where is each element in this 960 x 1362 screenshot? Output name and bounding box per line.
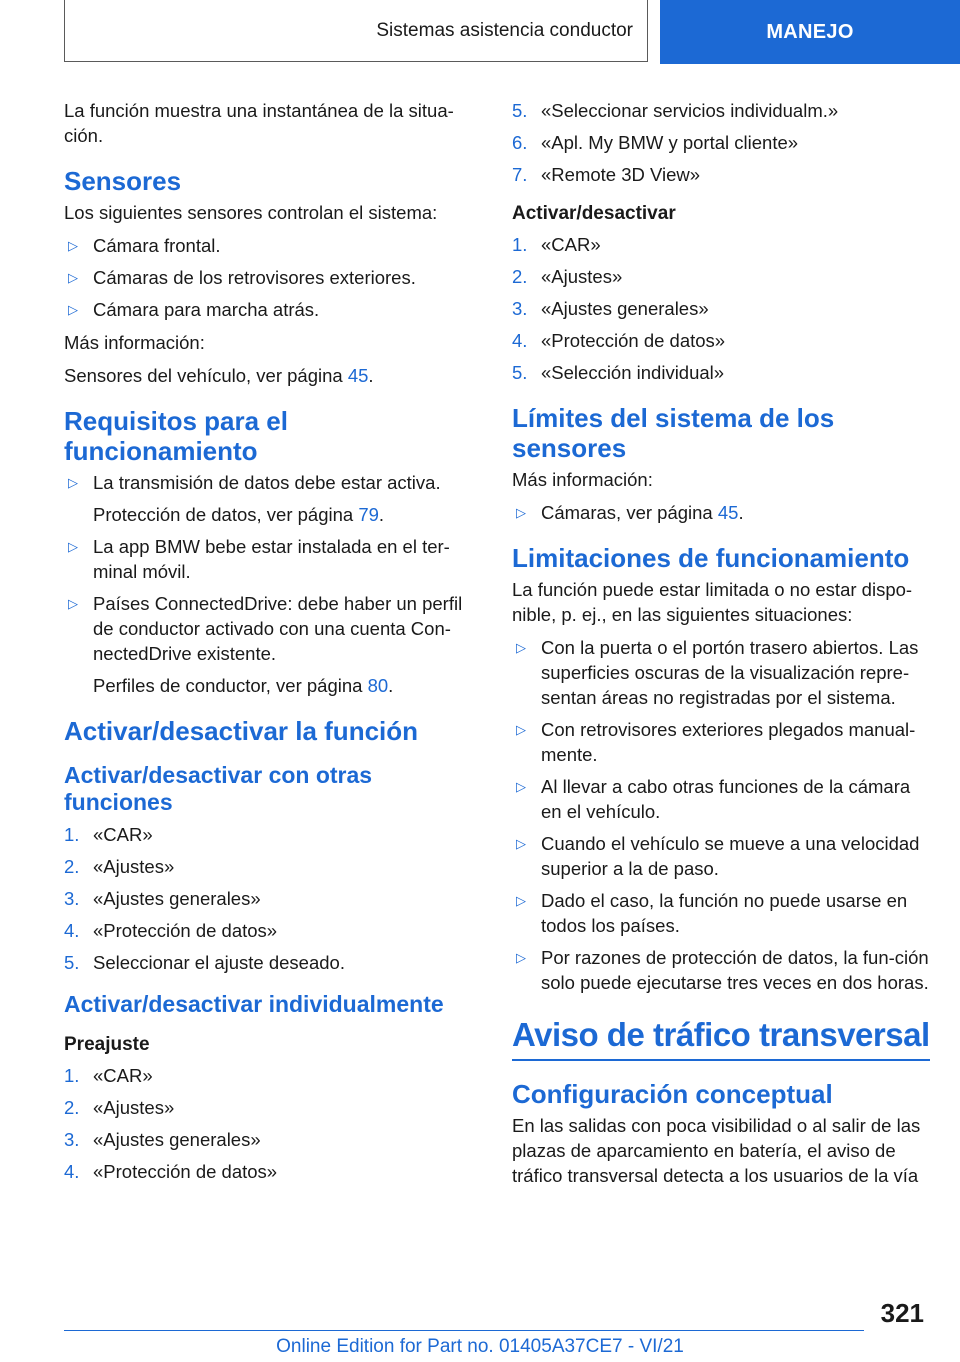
- step-item: 5. Seleccionar el ajuste deseado.: [64, 952, 345, 973]
- heading-activar: Activar/desactivar la función: [64, 716, 419, 746]
- sensores-list: [64, 233, 476, 322]
- aviso-text: En las salidas con poca visibilidad o al salir de las plazas de aparcamiento en batería, el aviso de tráfico transversal detecta a los usuarios de la vía: [512, 1115, 921, 1186]
- triangle-bullet-icon: ▷: [516, 722, 526, 737]
- triangle-bullet-icon: ▷: [516, 836, 526, 851]
- triangle-bullet-icon: ▷: [516, 505, 526, 520]
- step-number: 5.: [512, 100, 528, 121]
- more-info-label: Más información:: [512, 469, 653, 490]
- triangle-bullet-icon: ▷: [68, 238, 78, 253]
- list-item: ▷ Cámaras de los retrovisores exteriores.: [68, 267, 416, 288]
- heading-aviso: Aviso de tráfico transversal: [512, 1015, 930, 1061]
- heading-limites: Límites del sistema de los sensores: [512, 403, 835, 463]
- page-link[interactable]: 79: [358, 504, 379, 525]
- continued-steps: [512, 98, 930, 187]
- heading-activar-otras: Activar/desactivar con otras funciones: [64, 762, 373, 815]
- triangle-bullet-icon: ▷: [516, 640, 526, 655]
- heading-sensores: Sensores: [64, 166, 182, 196]
- triangle-bullet-icon: ▷: [516, 893, 526, 908]
- list-item: ▷ Cuando el vehículo se mueve a una velocidad superior a la de paso.: [516, 833, 920, 879]
- step-item: 2. «Ajustes»: [64, 1097, 175, 1118]
- step-item: 2. «Ajustes»: [64, 856, 175, 877]
- step-number: 7.: [512, 164, 528, 185]
- step-item: 1. «CAR»: [64, 824, 153, 845]
- step-item: 5. «Seleccionar servicios individualm.»: [512, 100, 839, 121]
- step-number: 1.: [64, 1065, 80, 1086]
- step-number: 5.: [64, 952, 80, 973]
- step-number: 4.: [64, 1161, 80, 1182]
- sensores-text: Los siguientes sensores controlan el sistema:: [64, 202, 438, 223]
- triangle-bullet-icon: ▷: [68, 302, 78, 317]
- step-number: 3.: [512, 298, 528, 319]
- step-number: 3.: [64, 1129, 80, 1150]
- step-item: 5. «Selección individual»: [512, 362, 725, 383]
- page-number: 321: [880, 1298, 924, 1328]
- triangle-bullet-icon: ▷: [68, 596, 78, 611]
- step-item: 3. «Ajustes generales»: [64, 888, 261, 909]
- preajuste-steps: [64, 1063, 476, 1184]
- step-number: 2.: [512, 266, 528, 287]
- heading-configuracion: Configuración conceptual: [512, 1079, 833, 1109]
- list-item: ▷ Cámaras, ver página 45.: [516, 502, 744, 523]
- step-item: 1. «CAR»: [512, 234, 601, 255]
- step-item: 3. «Ajustes generales»: [64, 1129, 261, 1150]
- triangle-bullet-icon: ▷: [516, 950, 526, 965]
- step-number: 5.: [512, 362, 528, 383]
- page-link[interactable]: 80: [367, 675, 389, 696]
- right-column: [512, 98, 930, 1196]
- step-item: 4. «Protección de datos»: [64, 920, 278, 941]
- footer-edition: Online Edition for Part no. 01405A37CE7 - VI/21: [276, 1336, 684, 1357]
- list-item: ▷ La transmisión de datos debe estar activa. Protección de datos, ver página 79.: [64, 470, 476, 527]
- heading-activar-individual: Activar/desactivar individualmente: [64, 991, 444, 1017]
- list-item: ▷ Al llevar a cabo otras funciones de la cámara en el vehículo.: [516, 776, 911, 822]
- step-item: 6. «Apl. My BMW y portal cliente»: [512, 132, 799, 153]
- triangle-bullet-icon: ▷: [68, 475, 78, 490]
- footer-divider: [64, 1330, 864, 1331]
- heading-requisitos: Requisitos para el funcionamiento: [64, 406, 288, 466]
- list-item: ▷ Con retrovisores exteriores plegados manual-mente.: [516, 719, 916, 765]
- sensores-reference: Sensores del vehículo, ver página 45.: [64, 365, 374, 386]
- list-item: ▷ Dado el caso, la función no puede usarse en todos los países.: [516, 890, 908, 936]
- chapter-tab[interactable]: MANEJO: [660, 0, 960, 64]
- step-item: 4. «Protección de datos»: [512, 330, 726, 351]
- step-item: 3. «Ajustes generales»: [512, 298, 709, 319]
- page-header: [64, 0, 960, 64]
- page-link[interactable]: 45: [347, 365, 369, 386]
- step-number: 1.: [64, 824, 80, 845]
- step-number: 4.: [64, 920, 80, 941]
- page-link[interactable]: 45: [717, 502, 739, 523]
- step-number: 2.: [64, 856, 80, 877]
- step-item: 7. «Remote 3D View»: [512, 164, 701, 185]
- activar-desactivar-label: Activar/desactivar: [512, 203, 676, 224]
- step-number: 6.: [512, 132, 528, 153]
- limites-list: [512, 500, 930, 525]
- more-info-label: Más información:: [64, 332, 205, 353]
- heading-limitaciones: Limitaciones de funcionamiento: [512, 543, 910, 573]
- list-item: ▷ La app BMW bebe estar instalada en el ter-minal móvil.: [68, 536, 450, 582]
- list-item: ▷ Por razones de protección de datos, la fun-ción solo puede ejecutarse tres veces en dos horas.: [516, 947, 929, 993]
- activar-steps: [512, 232, 930, 385]
- section-title: Sistemas asistencia conductor: [64, 0, 648, 62]
- item-reference: Perfiles de conductor, ver página 80.: [93, 675, 394, 696]
- limitaciones-text: La función puede estar limitada o no estar dispo-nible, p. ej., en las siguientes situaciones:: [512, 579, 913, 625]
- step-item: 2. «Ajustes»: [512, 266, 623, 287]
- list-item: ▷ Con la puerta o el portón trasero abiertos. Las superficies oscuras de la visualización repre-sentan áreas no registradas por el sistema.: [516, 637, 919, 708]
- intro-text: La función muestra una instantánea de la situa-ción.: [64, 100, 454, 146]
- requisitos-list: [64, 470, 476, 698]
- step-number: 4.: [512, 330, 528, 351]
- step-number: 2.: [64, 1097, 80, 1118]
- list-item: ▷ Cámara para marcha atrás.: [68, 299, 320, 320]
- triangle-bullet-icon: ▷: [68, 539, 78, 554]
- list-item: ▷ Países ConnectedDrive: debe haber un perfil de conductor activado con una cuenta Con-nectedDrive existente. Perfiles de conductor, ver página 80.: [64, 591, 476, 698]
- step-item: 4. «Protección de datos»: [64, 1161, 278, 1182]
- step-number: 1.: [512, 234, 528, 255]
- preajuste-label: Preajuste: [64, 1034, 150, 1055]
- activar-otras-steps: [64, 822, 476, 975]
- left-column: [64, 98, 476, 1192]
- step-number: 3.: [64, 888, 80, 909]
- limitaciones-list: [512, 635, 930, 995]
- triangle-bullet-icon: ▷: [516, 779, 526, 794]
- item-reference: Protección de datos, ver página 79.: [93, 504, 385, 525]
- triangle-bullet-icon: ▷: [68, 270, 78, 285]
- list-item: ▷ Cámara frontal.: [68, 235, 221, 256]
- step-item: 1. «CAR»: [64, 1065, 153, 1086]
